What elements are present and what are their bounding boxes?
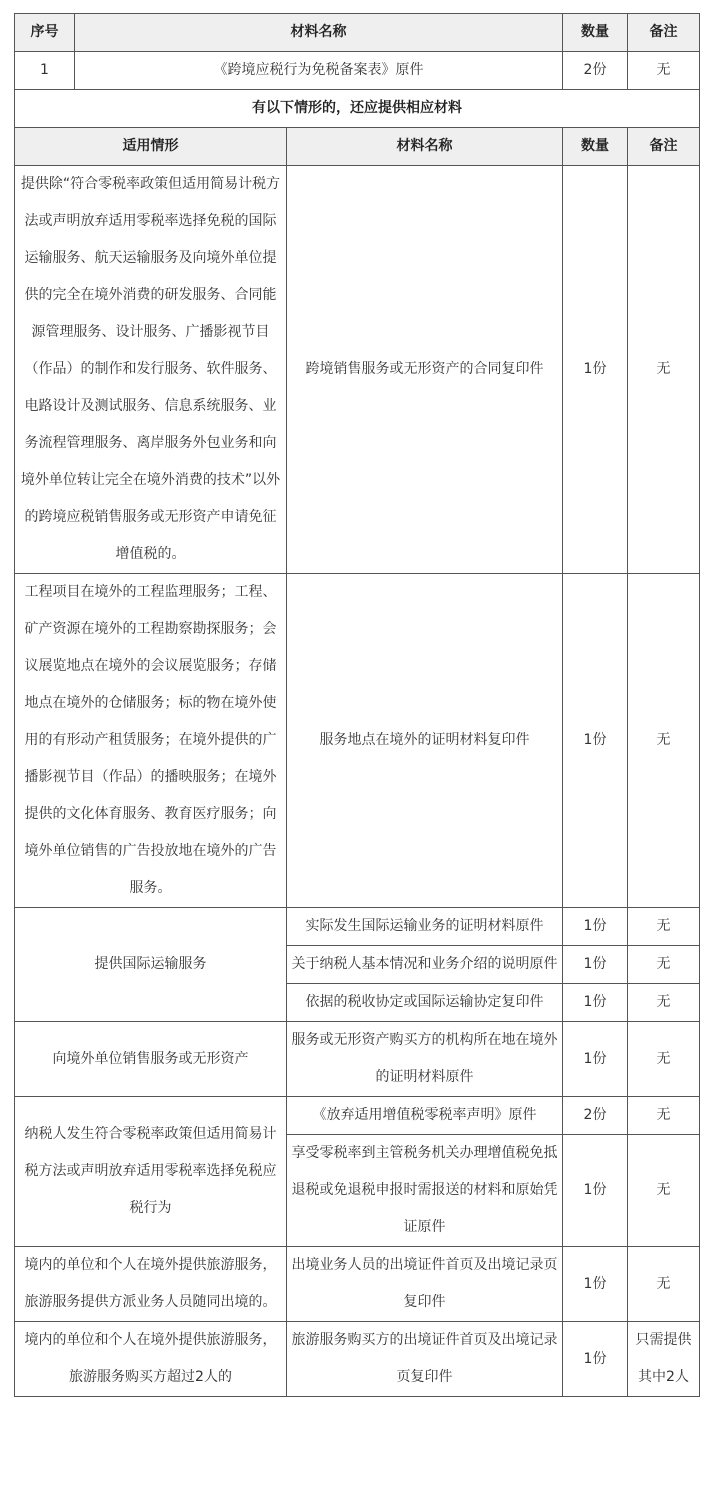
header-row-conditions: [15, 128, 700, 166]
situation-cell: 工程项目在境外的工程监理服务；工程、矿产资源在境外的工程勘察勘探服务；会议展览地点在境外的会议展览服务；存储地点在境外的仓储服务；标的物在境外使用的有形动产租赁服务；在境外提供的广播影视节目（作品）的播映服务；在境外提供的文化体育服务、教育医疗服务；向境外单位销售的广告投放地在境外的广告服务。: [15, 574, 287, 908]
note-cell: 无: [628, 574, 700, 908]
material-name-cell: 关于纳税人基本情况和业务介绍的说明原件: [287, 946, 563, 984]
situation-cell: 提供除“符合零税率政策但适用简易计税方法或声明放弃适用零税率选择免税的国际运输服务、航天运输服务及向境外单位提供的完全在境外消费的研发服务、合同能源管理服务、设计服务、广播影视节目（作品）的制作和发行服务、软件服务、电路设计及测试服务、信息系统服务、业务流程管理服务、离岸服务外包业务和向境外单位转让完全在境外消费的技术”以外的跨境应税销售服务或无形资产申请免征增值税的。: [15, 166, 287, 574]
table-row: [15, 1322, 700, 1397]
material-name-cell: 跨境销售服务或无形资产的合同复印件: [287, 166, 563, 574]
situation-cell: 纳税人发生符合零税率政策但适用简易计税方法或声明放弃适用零税率选择免税应税行为: [15, 1097, 287, 1247]
header-seq: 序号: [15, 14, 75, 52]
quantity-cell: 1份: [563, 1322, 628, 1397]
table-row: [15, 1097, 700, 1135]
header-note-2: 备注: [628, 128, 700, 166]
situation-cell: 境内的单位和个人在境外提供旅游服务，旅游服务购买方超过2人的: [15, 1322, 287, 1397]
header-material-name-2: 材料名称: [287, 128, 563, 166]
table-row: [15, 908, 700, 946]
header-situation: 适用情形: [15, 128, 287, 166]
quantity-cell: 2份: [563, 1097, 628, 1135]
table-row: [15, 166, 700, 574]
header-quantity: 数量: [563, 14, 628, 52]
table-row: [15, 1247, 700, 1322]
note-cell: 无: [628, 1022, 700, 1097]
note-cell: 无: [628, 1097, 700, 1135]
material-name-cell: 实际发生国际运输业务的证明材料原件: [287, 908, 563, 946]
table-row: [15, 52, 700, 90]
header-row-main: [15, 14, 700, 52]
row1-note: 无: [628, 52, 700, 90]
material-name-cell: 服务地点在境外的证明材料复印件: [287, 574, 563, 908]
table-row: [15, 574, 700, 908]
material-name-cell: 出境业务人员的出境证件首页及出境记录页复印件: [287, 1247, 563, 1322]
row1-name: 《跨境应税行为免税备案表》原件: [75, 52, 563, 90]
note-cell: 无: [628, 946, 700, 984]
material-name-cell: 旅游服务购买方的出境证件首页及出境记录页复印件: [287, 1322, 563, 1397]
note-cell: 只需提供其中2人: [628, 1322, 700, 1397]
quantity-cell: 1份: [563, 1247, 628, 1322]
quantity-cell: 1份: [563, 908, 628, 946]
quantity-cell: 1份: [563, 984, 628, 1022]
note-cell: 无: [628, 166, 700, 574]
table-row: [15, 1022, 700, 1097]
quantity-cell: 1份: [563, 166, 628, 574]
note-cell: 无: [628, 908, 700, 946]
material-name-cell: 依据的税收协定或国际运输协定复印件: [287, 984, 563, 1022]
note-cell: 无: [628, 1135, 700, 1247]
header-quantity-2: 数量: [563, 128, 628, 166]
row1-qty: 2份: [563, 52, 628, 90]
situation-cell: 境内的单位和个人在境外提供旅游服务，旅游服务提供方派业务人员随同出境的。: [15, 1247, 287, 1322]
situation-cell: 向境外单位销售服务或无形资产: [15, 1022, 287, 1097]
row1-seq: 1: [15, 52, 75, 90]
header-note: 备注: [628, 14, 700, 52]
materials-table: [14, 13, 700, 1397]
situation-cell: 提供国际运输服务: [15, 908, 287, 1022]
header-material-name: 材料名称: [75, 14, 563, 52]
section-title: 有以下情形的，还应提供相应材料: [15, 90, 700, 128]
quantity-cell: 1份: [563, 1135, 628, 1247]
note-cell: 无: [628, 1247, 700, 1322]
material-name-cell: 《放弃适用增值税零税率声明》原件: [287, 1097, 563, 1135]
quantity-cell: 1份: [563, 946, 628, 984]
material-name-cell: 享受零税率到主管税务机关办理增值税免抵退税或免退税申报时需报送的材料和原始凭证原件: [287, 1135, 563, 1247]
material-name-cell: 服务或无形资产购买方的机构所在地在境外的证明材料原件: [287, 1022, 563, 1097]
section-row: [15, 90, 700, 128]
quantity-cell: 1份: [563, 574, 628, 908]
quantity-cell: 1份: [563, 1022, 628, 1097]
note-cell: 无: [628, 984, 700, 1022]
